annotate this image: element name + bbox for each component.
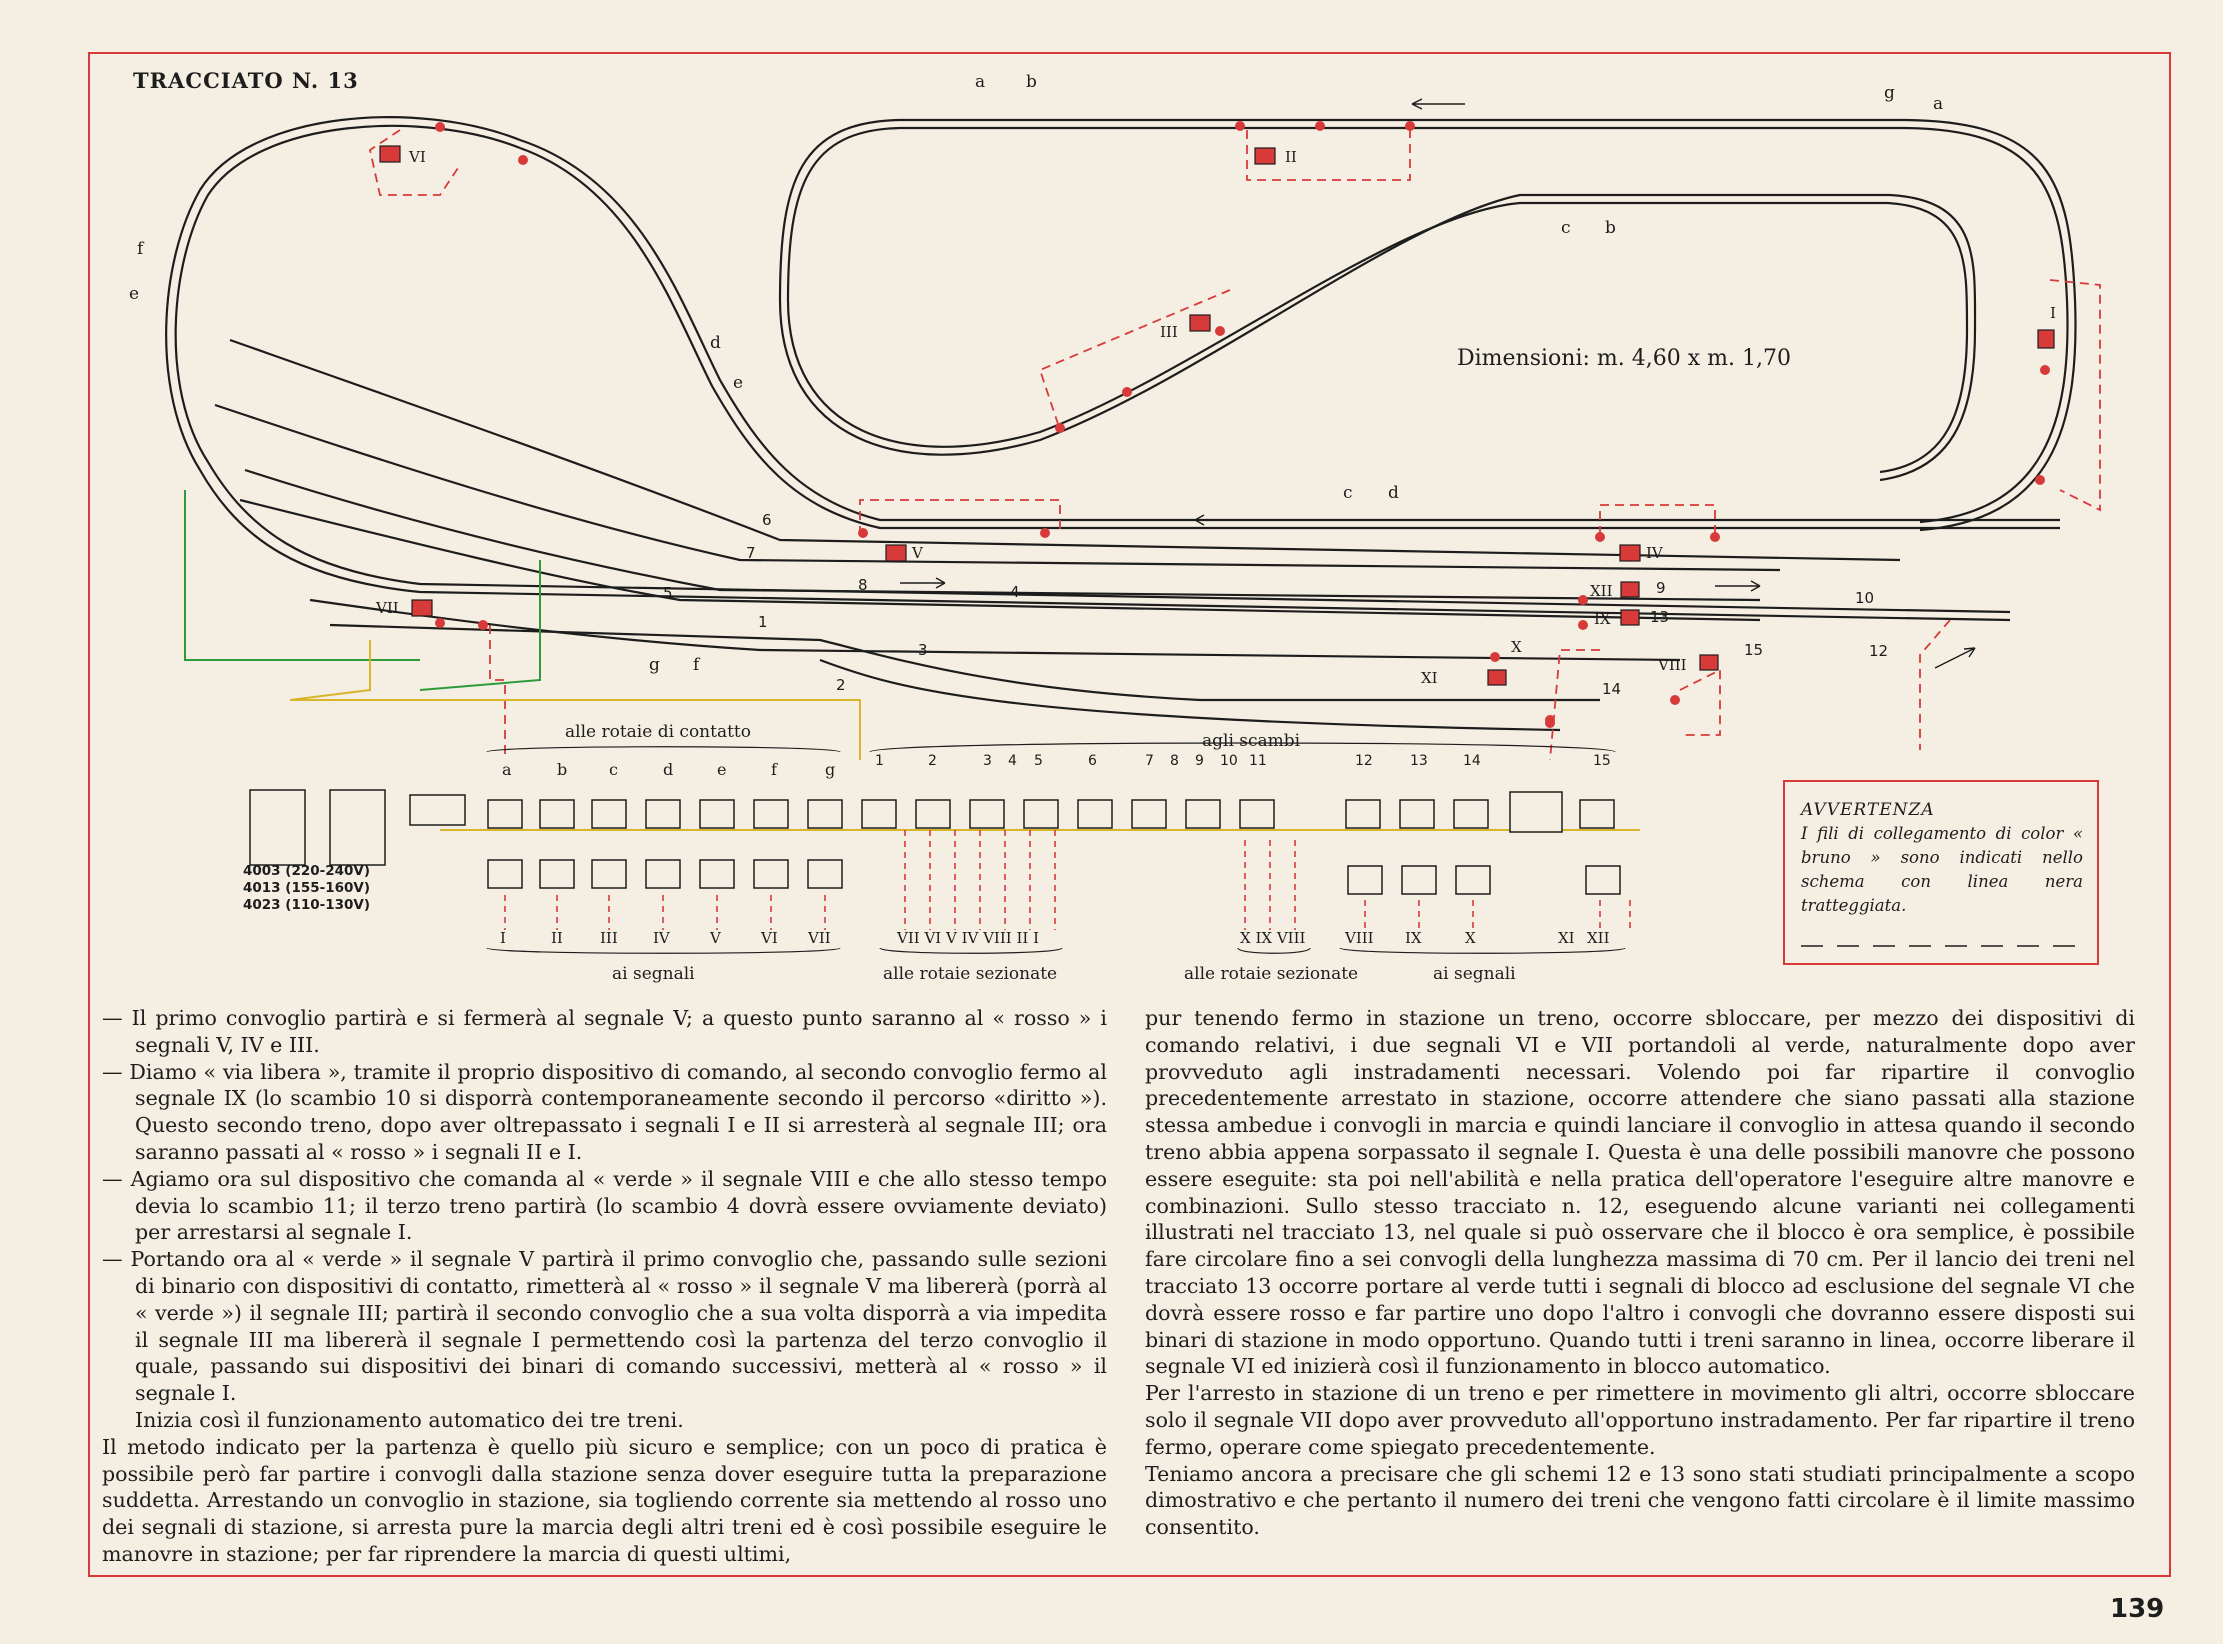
connector-strip bbox=[410, 795, 465, 825]
switch-num-3: 3 bbox=[918, 641, 928, 659]
label-c-mid: c bbox=[1343, 483, 1353, 503]
label-b-top: b bbox=[1026, 72, 1037, 92]
signal-box-ix bbox=[1621, 610, 1639, 625]
signal-label-v: V bbox=[912, 544, 923, 562]
ctrl-1: 1 bbox=[875, 753, 884, 769]
switch-num-9: 9 bbox=[1656, 579, 1666, 597]
notice-dashed-line bbox=[1801, 943, 2085, 949]
paragraph: pur tenendo fermo in stazione un treno, occorre sbloccare, per mezzo dei dispositivi di comando relativi, i due segnali VI e VII portandoli al verde, naturalmente dopo aver provveduto agli instradamenti necessari. Volendo poi far ripartire il convoglio precedentemente arrestato in stazione, occorre attendere che siano passati alla stazione stessa ambedue i convogli in marcia e quindi lanciare il convoglio in attesa quando il secondo treno abbia appena sorpassato il segnale I. Questa è una delle possibili manovre che possono essere eseguite: sta poi nell'abilità e nella pratica dell'operatore l'eseguire altre manovre e combinazioni. Sullo stesso tracciato n. 12, eseguendo alcune varianti nei collegamenti illustrati nel tracciato 13, nel quale si può osservare che il blocco è ora semplice, è possibile fare circolare fino a sei convogli della lunghezza massima di 70 cm. Per il lancio dei treni nel tracciato 13 occorre portare al verde tutti i segnali di blocco ad esclusione del segnale VI che dovrà essere rosso e far partire uno dopo l'altro i convogli che dovranno essere disposti sui binari di stazione in modo opportuno. Quando tutti i treni saranno in linea, occorre liberare il segnale VI ed inizierà così il funzionamento in blocco automatico. bbox=[1145, 1006, 2135, 1379]
station-track-7 bbox=[820, 660, 1560, 730]
contact-g: g bbox=[825, 760, 836, 779]
signal-box-ii bbox=[1255, 148, 1275, 164]
contact-letters bbox=[502, 760, 835, 779]
out-xii: XII bbox=[1587, 929, 1610, 947]
paragraph bbox=[102, 1246, 1107, 1407]
ctrl-13: 13 bbox=[1410, 753, 1428, 769]
ctrl-2: 2 bbox=[928, 753, 937, 769]
notice-text: I fili di collegamento di color « bruno » sono indicati nello schema con linea nera tratteggiata. bbox=[1801, 824, 2083, 915]
out-xi: XI bbox=[1558, 929, 1575, 947]
switch-control-boxes bbox=[862, 800, 1274, 828]
paragraph-text: Agiamo ora sul dispositivo che comanda al « verde » il segnale VIII e che allo stesso tempo devia lo scambio 11; il terzo treno partirà (lo scambio 4 dovrà essere ovviamente deviato) per arrestarsi al segnale I. bbox=[130, 1166, 1107, 1245]
switch-num-15: 15 bbox=[1744, 641, 1764, 659]
out-iv: IV bbox=[653, 929, 670, 947]
station-track-6 bbox=[330, 625, 1600, 700]
switch-num-1: 1 bbox=[758, 613, 768, 631]
label-rotaie-sezionate-2: alle rotaie sezionate bbox=[1184, 964, 1359, 984]
label-f-low: f bbox=[693, 655, 700, 675]
signal-label-iv: IV bbox=[1646, 544, 1663, 562]
ctrl-3: 3 bbox=[983, 753, 992, 769]
signal-box-v bbox=[886, 545, 906, 561]
transformer-labels bbox=[243, 863, 370, 913]
contact-control-boxes bbox=[488, 800, 842, 828]
signal-label-ix: IX bbox=[1594, 610, 1611, 628]
track-left-diagonal-b bbox=[520, 148, 2060, 528]
switch-num-10: 10 bbox=[1855, 589, 1875, 607]
signal-box-vi bbox=[380, 146, 400, 162]
ctrl-6: 6 bbox=[1088, 753, 1097, 769]
signal-label-vi: VI bbox=[409, 148, 426, 166]
notice-title: AVVERTENZA bbox=[1801, 800, 1935, 820]
notice-box bbox=[1783, 780, 2099, 965]
dash-marker: — bbox=[102, 1166, 131, 1191]
signal-lamps bbox=[435, 121, 2050, 728]
label-a-top: a bbox=[975, 72, 986, 92]
transformer-label-3: 4023 (110-130V) bbox=[243, 897, 371, 913]
signal-label-vii: VII bbox=[376, 599, 399, 617]
label-g-tr: g bbox=[1884, 83, 1895, 103]
label-f-left: f bbox=[137, 239, 144, 259]
paragraph bbox=[102, 1005, 1107, 1059]
signal-box-iv bbox=[1620, 545, 1640, 561]
ctrl-11: 11 bbox=[1249, 753, 1267, 769]
signal-label-ii: II bbox=[1285, 148, 1297, 166]
paragraph: Inizia così il funzionamento automatico dei tre treni. bbox=[135, 1407, 684, 1432]
label-e-mid: e bbox=[733, 373, 744, 393]
contact-c: c bbox=[609, 760, 618, 779]
direction-arrows bbox=[900, 99, 1975, 668]
label-d-mid: d bbox=[710, 333, 721, 353]
station-track-2 bbox=[215, 405, 1780, 570]
track-left-diagonal-a bbox=[520, 140, 2060, 520]
dash-marker: — bbox=[102, 1006, 132, 1030]
out-viii: VIII bbox=[1345, 929, 1374, 947]
signal-box-xii bbox=[1621, 582, 1639, 597]
switch-num-2: 2 bbox=[836, 676, 846, 694]
ctrl-5: 5 bbox=[1034, 753, 1043, 769]
contact-e: e bbox=[717, 760, 727, 779]
paragraph bbox=[102, 1059, 1107, 1166]
out-ii: II bbox=[551, 929, 563, 947]
signal-box-xi bbox=[1488, 670, 1506, 685]
contact-rails-label: alle rotaie di contatto bbox=[565, 722, 751, 742]
label-ai-segnali-1: ai segnali bbox=[612, 964, 695, 984]
signal-label-i: I bbox=[2050, 304, 2056, 322]
label-c-upper: c bbox=[1561, 218, 1571, 238]
label-a-tr: a bbox=[1933, 94, 1944, 114]
paragraph bbox=[102, 1166, 1107, 1246]
dimensions-label: Dimensioni: m. 4,60 x m. 1,70 bbox=[1457, 346, 1791, 371]
ctrl-15: 15 bbox=[1593, 753, 1611, 769]
signal-label-viii: VIII bbox=[1658, 656, 1687, 674]
switch-num-12: 12 bbox=[1869, 642, 1889, 660]
signal-box-vii bbox=[412, 600, 432, 616]
paragraph: Teniamo ancora a precisare che gli schemi 12 e 13 sono stati studiati principalmente a scopo dimostrativo e che pertanto il numero dei treni che vengono fatti circolare è il limite massimo consentito. bbox=[1145, 1461, 2135, 1540]
contact-d: d bbox=[663, 760, 674, 779]
out-v: V bbox=[710, 929, 721, 947]
switch-num-5: 5 bbox=[663, 584, 673, 602]
dash-marker: — bbox=[102, 1247, 131, 1272]
signal-boxes bbox=[380, 146, 2054, 685]
right-control-boxes bbox=[1346, 792, 1614, 832]
label-b-upper: b bbox=[1605, 218, 1616, 238]
paragraph-text: Portando ora al « verde » il segnale V partirà il primo convoglio che, passando sulle sezioni di binario con dispositivi di contatto, rimetterà al « rosso » il segnale V ma libererà (porrà al « verde ») il segnale III; partirà il secondo convoglio che a sua volta disporrà a via impedita il segnale III ma libererà il segnale I permettendo così la partenza del terzo convoglio il quale, passando sui dispositivi dei binari di comando successivi, metterà al « rosso » il segnale I. bbox=[130, 1247, 1108, 1406]
out-ix: IX bbox=[1405, 929, 1422, 947]
contact-b: b bbox=[557, 760, 568, 779]
signal-box-viii bbox=[1700, 655, 1718, 670]
switch-num-7: 7 bbox=[746, 544, 756, 562]
label-d-mid2: d bbox=[1388, 483, 1399, 503]
label-e-left: e bbox=[129, 284, 140, 304]
paragraph-text: Il primo convoglio partirà e si fermerà al segnale V; a questo punto saranno al « rosso » i segnali V, IV e III. bbox=[131, 1006, 1108, 1057]
signal-label-x: X bbox=[1511, 638, 1522, 656]
brackets bbox=[487, 743, 1625, 953]
ctrl-14: 14 bbox=[1463, 753, 1481, 769]
switch-num-8: 8 bbox=[858, 576, 868, 594]
track-left-loop-inner bbox=[176, 126, 2010, 612]
track-lines bbox=[166, 117, 2075, 730]
signal-label-iii: III bbox=[1160, 323, 1178, 341]
track-inner-loop-a bbox=[780, 120, 1975, 480]
switch-control-numbers bbox=[875, 753, 1611, 769]
dash-marker: — bbox=[102, 1059, 130, 1084]
signal-wires bbox=[370, 128, 2100, 760]
label-ai-segnali-2: ai segnali bbox=[1433, 964, 1516, 984]
label-rotaie-sezionate-1: alle rotaie sezionate bbox=[883, 964, 1058, 984]
label-g-low: g bbox=[649, 655, 660, 675]
switches-label: agli scambi bbox=[1202, 731, 1301, 751]
contact-a: a bbox=[502, 760, 512, 779]
paragraph-text: Diamo « via libera », tramite il proprio dispositivo di comando, al secondo convoglio fermo al segnale IX (lo scambio 10 si disporrà contemporaneamente secondo il percorso «diritto »). Questo secondo treno, dopo aver oltrepassato i segnali I e II si arresterà al segnale III; ora saranno passati al « rosso » i segnali II e I. bbox=[129, 1059, 1107, 1164]
out-iii: III bbox=[600, 929, 618, 947]
paragraph: Il metodo indicato per la partenza è quello più sicuro e semplice; con un poco di pratica è possibile però far partire i convogli dalla stazione senza dover eseguire tutta la preparazione suddetta. Arrestando un convoglio in stazione, sia togliendo corrente sia mettendo al rosso uno dei segnali di stazione, si arresta pure la marcia degli altri treni ed è così possibile eseguire le manovre in stazione; per far riprendere la marcia di questi ultimi, bbox=[102, 1434, 1107, 1566]
track-right-oval-inner bbox=[900, 128, 2068, 522]
bottom-group-labels bbox=[612, 964, 1516, 984]
signal-label-xii: XII bbox=[1590, 582, 1613, 600]
switch-num-6: 6 bbox=[762, 511, 772, 529]
out-x: X bbox=[1465, 929, 1476, 947]
out-sectioned-right: X IX VIII bbox=[1240, 929, 1306, 947]
paragraph: Per l'arresto in stazione di un treno e per rimettere in movimento gli altri, occorre sbloccare solo il segnale VII dopo aver provveduto all'opportuno instradamento. Per far ripartire il treno fermo, operare come spiegato precedentemente. bbox=[1145, 1381, 2135, 1459]
transformer-label-2: 4013 (155-160V) bbox=[243, 880, 371, 896]
layout-title: TRACCIATO N. 13 bbox=[133, 68, 359, 93]
text-column-left bbox=[102, 1005, 1107, 1568]
ctrl-10: 10 bbox=[1220, 753, 1238, 769]
ctrl-12: 12 bbox=[1355, 753, 1373, 769]
out-i: I bbox=[500, 929, 506, 947]
ctrl-7: 7 bbox=[1145, 753, 1154, 769]
ctrl-8: 8 bbox=[1170, 753, 1179, 769]
signal-output-labels bbox=[500, 929, 1610, 947]
out-vi: VI bbox=[761, 929, 778, 947]
transformer-label-1: 4003 (220-240V) bbox=[243, 863, 371, 879]
out-vii: VII bbox=[808, 929, 831, 947]
station-track-3 bbox=[245, 470, 1760, 600]
switch-num-4: 4 bbox=[1010, 583, 1020, 601]
switch-num-13: 13 bbox=[1650, 608, 1670, 626]
ctrl-4: 4 bbox=[1008, 753, 1017, 769]
relay-boxes bbox=[488, 860, 1620, 894]
switch-num-14: 14 bbox=[1602, 680, 1622, 698]
out-sectioned-mid: VII VI V IV VIII II I bbox=[897, 929, 1040, 947]
transformer-1 bbox=[250, 790, 305, 865]
text-column-right bbox=[1145, 1005, 2135, 1541]
page-number: 139 bbox=[2110, 1594, 2165, 1624]
transformer-2 bbox=[330, 790, 385, 865]
contact-f: f bbox=[771, 760, 777, 779]
ctrl-9: 9 bbox=[1195, 753, 1204, 769]
control-panel bbox=[250, 790, 1620, 894]
signal-box-iii bbox=[1190, 315, 1210, 331]
signal-box-i bbox=[2038, 330, 2054, 348]
signal-label-xi: XI bbox=[1421, 669, 1438, 687]
